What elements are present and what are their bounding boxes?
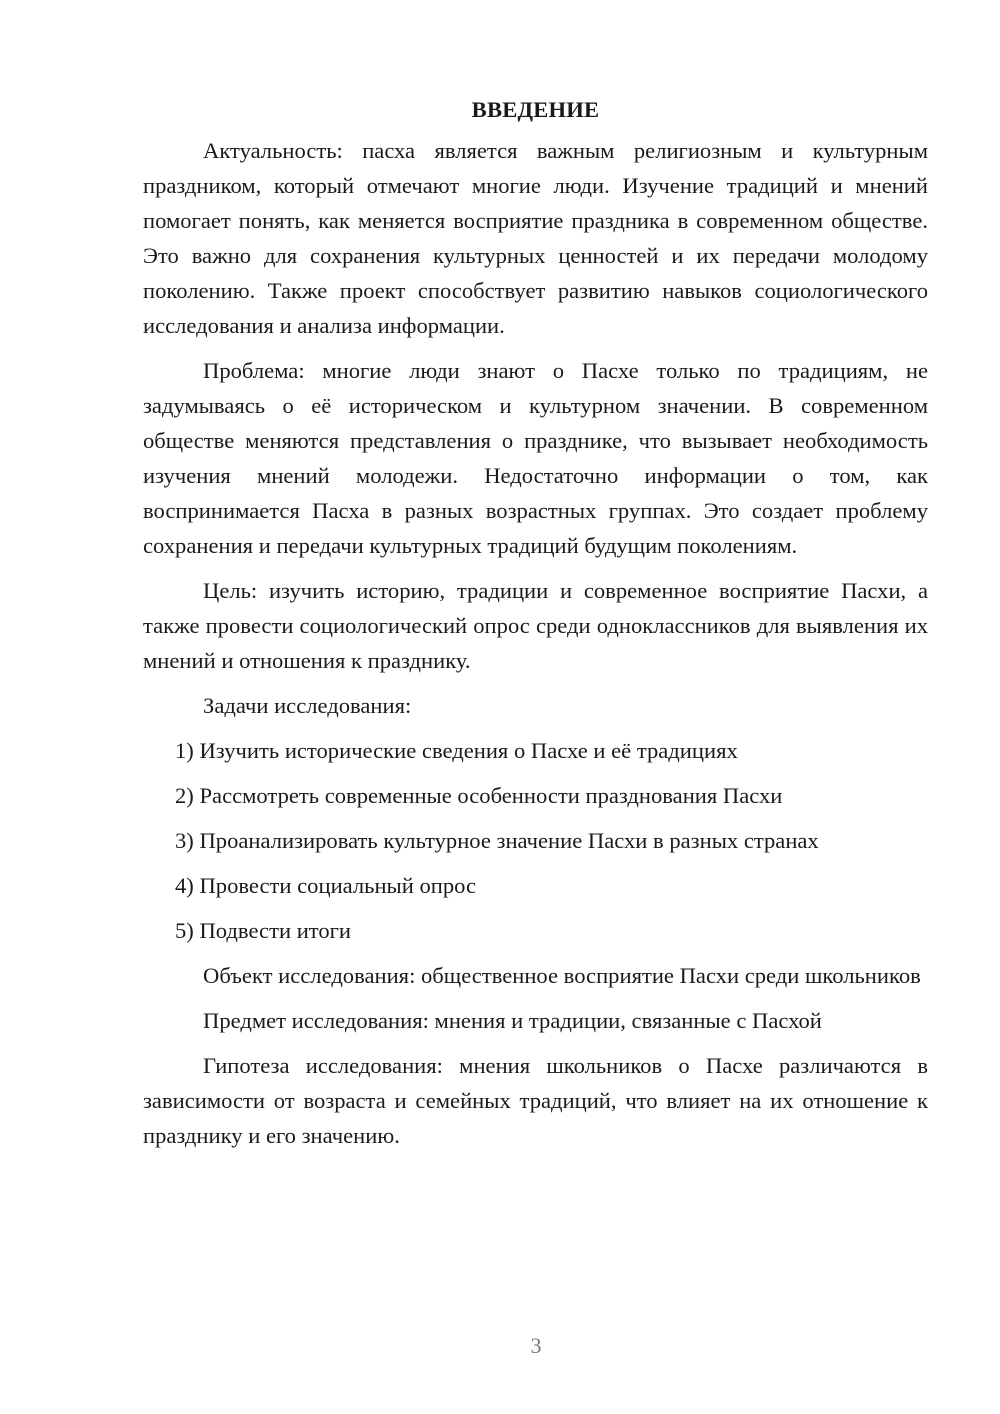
object-paragraph: Объект исследования: общественное восприятие Пасхи среди школьников [203, 963, 921, 988]
document-page [143, 92, 928, 1163]
tasks-list [143, 733, 928, 948]
task-item-3: 3) Проанализировать культурное значение Пасхи в разных странах [175, 828, 819, 853]
task-item-4: 4) Провести социальный опрос [175, 873, 477, 898]
problem-paragraph: Проблема: многие люди знают о Пасхе только по традициям, не задумываясь о её историческом и культурном значении. В современном обществе меняются представления о празднике, что вызывает необходимость изучения мнений молодежи. Недостаточно информации о том, как воспринимается Пасха в разных возрастных группах. Это создает проблему сохранения и передачи культурных традиций будущим поколениям. [143, 358, 928, 558]
task-item-1: 1) Изучить исторические сведения о Пасхе и её традициях [175, 738, 738, 763]
hypothesis-paragraph: Гипотеза исследования: мнения школьников о Пасхе различаются в зависимости от возраста и семейных традиций, что влияет на их отношение к празднику и его значению. [143, 1053, 928, 1148]
page-number: 3 [530, 1333, 542, 1358]
goal-paragraph: Цель: изучить историю, традиции и современное восприятие Пасхи, а также провести социологический опрос среди одноклассников для выявления их мнений и отношения к празднику. [143, 578, 928, 673]
task-item-5: 5) Подвести итоги [175, 918, 352, 943]
subject-paragraph: Предмет исследования: мнения и традиции, связанные с Пасхой [203, 1008, 822, 1033]
tasks-heading: Задачи исследования: [203, 693, 412, 718]
section-heading: ВВЕДЕНИЕ [471, 97, 600, 122]
task-item-2: 2) Рассмотреть современные особенности празднования Пасхи [175, 783, 783, 808]
relevance-paragraph: Актуальность: пасха является важным религиозным и культурным праздником, который отмечают многие люди. Изучение традиций и мнений помогает понять, как меняется восприятие праздника в современном обществе. Это важно для сохранения культурных ценностей и их передачи молодому поколению. Также проект способствует развитию навыков социологического исследования и анализа информации. [143, 138, 928, 338]
